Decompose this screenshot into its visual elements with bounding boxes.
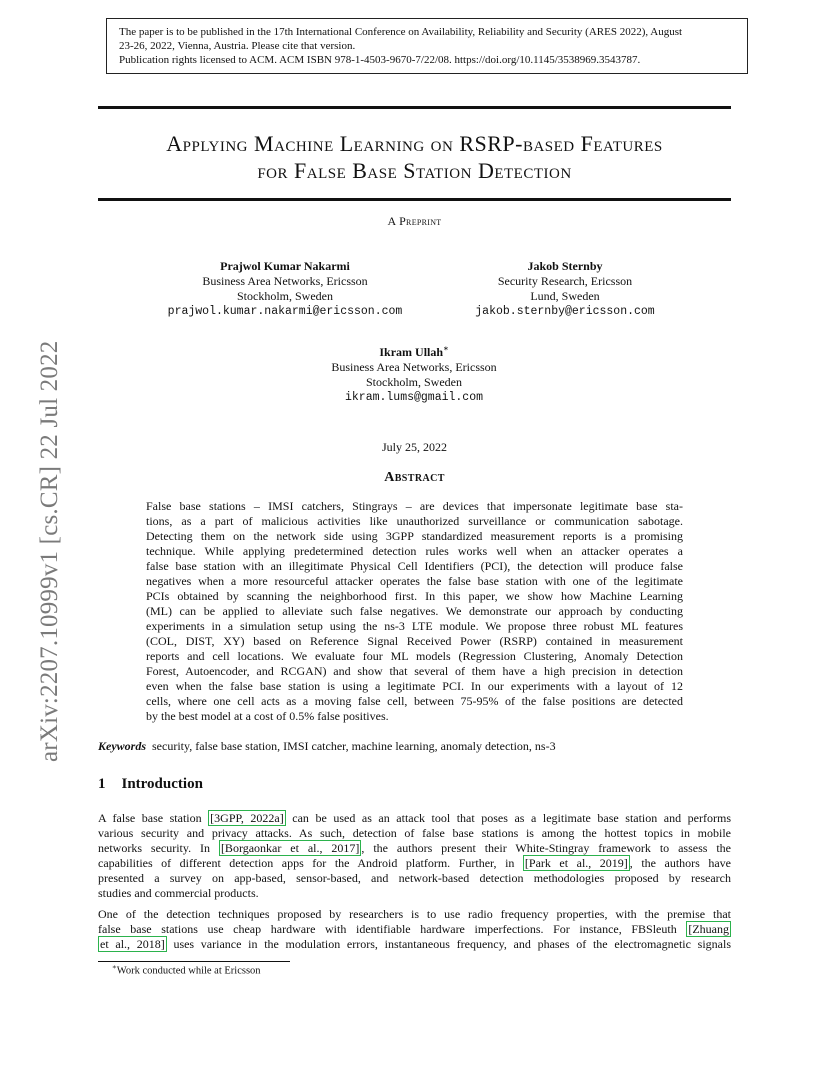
- author-location: Lund, Sweden: [530, 289, 600, 303]
- abstract-line: reports and cell locations. We evaluate four ML models (Regression Clustering, Anomaly Detection: [146, 649, 683, 663]
- section-number: 1: [98, 776, 106, 792]
- abstract-line: Detecting them on the network side using 3GPP standardized measurement reports is a promising: [146, 529, 683, 543]
- section-heading: [98, 776, 203, 793]
- abstract-line: Forest, Autoencoder, and RCGAN) and show that several of them have a high precision in detection: [146, 664, 683, 678]
- abstract-line: false base station with an illegitimate Physical Cell Identifiers (PCI), the detection will produce false: [146, 559, 683, 573]
- abstract-line: by the best model at a cost of 0.5% false positives.: [146, 709, 389, 723]
- paragraph-line: presented a survey on app-based, sensor-based, and network-based detection methodologies proposed by research: [98, 871, 731, 885]
- text-run: , the authors present their White-Stingray framework to assess the: [361, 841, 731, 855]
- arxiv-stamp: arXiv:2207.10999v1 [cs.CR] 22 Jul 2022: [36, 340, 63, 762]
- publication-notice: [106, 18, 748, 74]
- paragraph-line: [98, 811, 731, 826]
- footnote-rule: [98, 961, 290, 962]
- author-affiliation: Business Area Networks, Ericsson: [331, 360, 497, 374]
- author-email: jakob.sternby@ericsson.com: [475, 305, 655, 318]
- author-affiliation: Security Research, Ericsson: [497, 274, 633, 288]
- text-run: capabilities of different detection apps for the Android platform. Further, in: [98, 856, 523, 870]
- author-name: Ikram Ullah: [379, 345, 444, 359]
- abstract-line: technique. While applying predetermined detection rules works well when an attacker operates a: [146, 544, 683, 558]
- title-rule-bottom: [98, 198, 731, 201]
- abstract-line: tions, as a part of malicious activities like unauthorized surveillance or communication sabotage.: [146, 514, 683, 528]
- paragraph-line: [98, 937, 731, 952]
- footnote-mark: ∗: [112, 963, 117, 971]
- footnote: [112, 963, 261, 977]
- intro-paragraph-1: [98, 811, 731, 901]
- abstract-line: (COL, DIST, XY) based on Reference Signal Received Power (RSRP) contained in measurement: [146, 634, 683, 648]
- keywords-text: security, false base station, IMSI catcher, machine learning, anomaly detection, ns-3: [152, 739, 556, 753]
- abstract-line: False base stations – IMSI catchers, Stingrays – are devices that impersonate legitimate base sta-: [146, 499, 683, 513]
- notice-line-2: 23-26, 2022, Vienna, Austria. Please cite that version.: [119, 40, 356, 52]
- paragraph-line: [98, 841, 731, 856]
- author-block: [150, 259, 420, 319]
- author-block: [450, 259, 680, 319]
- paragraph-line: various security and privacy attacks. As such, detection of false base stations is among the hottest topics in mobile: [98, 826, 731, 840]
- paragraph-line: studies and commercial products.: [98, 886, 259, 900]
- abstract-line: even when the false base station is using a legitimate PCI. In our experiments with a layout of 12: [146, 679, 683, 693]
- title-rule-top: [98, 106, 731, 109]
- keywords: [98, 739, 731, 754]
- author-email: ikram.lums@gmail.com: [344, 391, 484, 404]
- author-affiliation: Business Area Networks, Ericsson: [202, 274, 368, 288]
- text-run: networks security. In: [98, 841, 219, 855]
- author-name: Prajwol Kumar Nakarmi: [220, 259, 350, 273]
- section-title: Introduction: [121, 776, 203, 792]
- citation-link[interactable]: et al., 2018]: [100, 937, 165, 951]
- keywords-label: Keywords: [98, 739, 146, 753]
- abstract-line: experiments in a simulation setup using the ns-3 LTE module. We propose three robust ML features: [146, 619, 683, 633]
- paragraph-line: [98, 922, 731, 937]
- abstract-line: negatives when a more resourceful attacker operates the false base station with one of the legitimate: [146, 574, 683, 588]
- citation-link[interactable]: [Zhuang: [688, 922, 729, 936]
- text-run: can be used as an attack tool that poses as a legitimate base station and performs: [285, 811, 732, 825]
- preprint-label: A Preprint: [387, 214, 442, 228]
- intro-paragraph-2: [98, 907, 731, 952]
- paper-date: July 25, 2022: [381, 440, 447, 454]
- paragraph-line: One of the detection techniques proposed by researchers is to use radio frequency properties, with the premise that: [98, 907, 731, 921]
- paragraph-line: [98, 856, 731, 871]
- abstract-line: cells, where one cell acts as a moving false cell, between 75-95% of the false positions are detected: [146, 694, 683, 708]
- paper-title: [98, 130, 731, 184]
- text-run: A false base station: [98, 811, 209, 825]
- author-name-row: [294, 341, 534, 360]
- notice-line-1: The paper is to be published in the 17th International Conference on Availability, Reliability and Security (ARES 2022), August: [119, 26, 683, 38]
- footnote-text: Work conducted while at Ericsson: [116, 965, 261, 977]
- text-run: false base stations use cheap hardware with identifiable hardware imperfections. For instance, FBSleuth: [98, 922, 687, 936]
- author-email: prajwol.kumar.nakarmi@ericsson.com: [167, 305, 403, 318]
- abstract-line: (ML) can be applied to alleviate such false negatives. We demonstrate our approach by conducting: [146, 604, 683, 618]
- author-block: [294, 341, 534, 405]
- title-line-2: for False Base Station Detection: [257, 158, 572, 183]
- author-location: Stockholm, Sweden: [237, 289, 333, 303]
- author-footnote-mark: ∗: [443, 344, 449, 353]
- text-run: uses variance in the modulation errors, instantaneous frequency, and phases of the electromagnetic signals: [166, 937, 731, 951]
- citation-link[interactable]: [3GPP, 2022a]: [210, 811, 284, 825]
- abstract-heading: Abstract: [384, 470, 445, 485]
- citation-link[interactable]: [Park et al., 2019]: [524, 856, 628, 870]
- citation-link[interactable]: [Borgaonkar et al., 2017]: [220, 841, 360, 855]
- title-line-1: Applying Machine Learning on RSRP-based Features: [166, 131, 663, 156]
- notice-line-3: Publication rights licensed to ACM. ACM ISBN 978-1-4503-9670-7/22/08. https://doi.org/10.1145/3538969.3543787.: [119, 54, 641, 66]
- author-location: Stockholm, Sweden: [366, 375, 462, 389]
- abstract-body: [146, 499, 683, 724]
- author-name: Jakob Sternby: [527, 259, 603, 273]
- text-run: , the authors have: [629, 856, 731, 870]
- abstract-line: PCIs obtained by scanning the neighborhood first. In this paper, we show how Machine Learning: [146, 589, 683, 603]
